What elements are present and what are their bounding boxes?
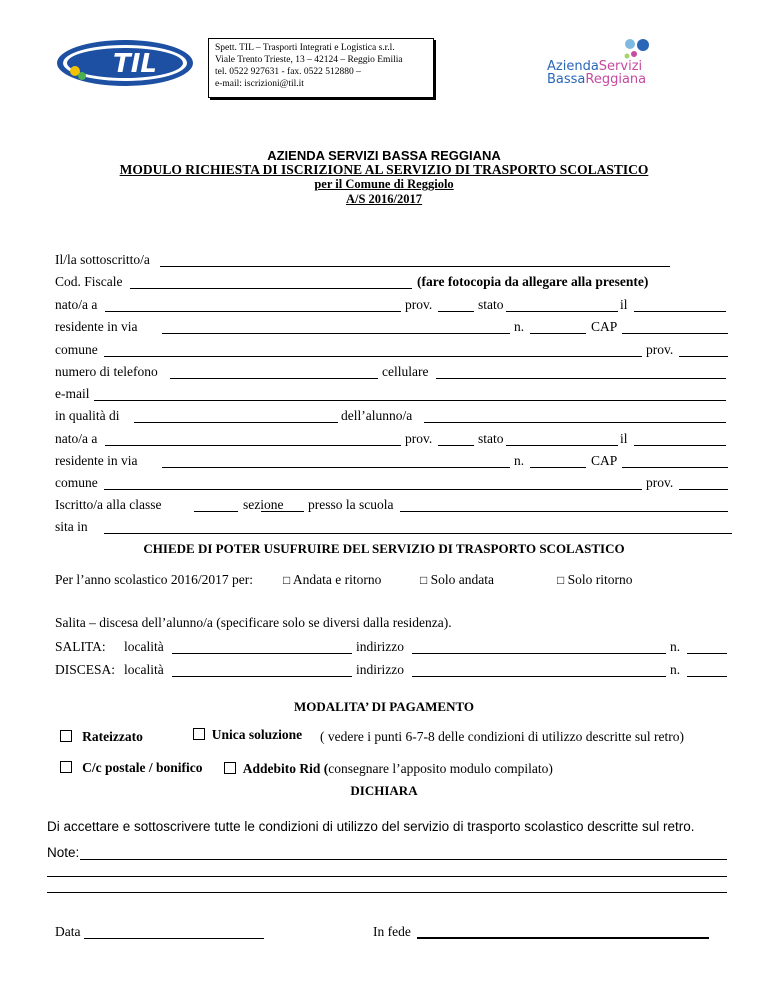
cellulare-field[interactable] [436,378,726,379]
option-label: Rateizzato [82,729,143,744]
data-field[interactable] [84,938,264,939]
label-prov: prov. [646,475,674,490]
rid-note-open: ( [323,761,329,776]
label-prov: prov. [405,297,433,312]
label-cap: CAP [591,453,618,468]
discesa-civico-field[interactable] [687,676,727,677]
nato-a-field[interactable] [105,445,401,446]
sender-line: Viale Trento Trieste, 13 – 42124 – Reggio Emilia [215,55,403,65]
chiede-heading: CHIEDE DI POTER USUFRUIRE DEL SERVIZIO DI TRASPORTO SCOLASTICO [143,541,625,556]
label-telefono: numero di telefono [55,364,158,379]
cap-field[interactable] [622,467,728,468]
svg-text:AziendaServizi: AziendaServizi [547,59,643,74]
sottoscritto-field[interactable] [160,266,670,267]
via-field[interactable] [162,333,510,334]
stato-field[interactable] [506,311,618,312]
rid-note: consegnare l’apposito modulo compilato) [328,761,553,776]
dichiara-text: Di accettare e sottoscrivere tutte le condizioni di utilizzo del servizio di trasporto scolastico descritte sul retro. [47,819,695,834]
label-fede: In fede [373,924,411,939]
svg-text:TIL: TIL [113,49,157,79]
option-unica[interactable] [193,727,302,743]
label-prov: prov. [646,342,674,357]
sezione-field[interactable] [261,511,304,512]
via-field[interactable] [162,467,510,468]
label-comune: comune [55,475,98,490]
label-sottoscritto: Il/la sottoscritto/a [55,252,150,267]
label-stato: stato [478,431,504,446]
option-rid[interactable] [224,761,553,777]
comune-title: per il Comune di Reggiolo [314,177,454,191]
prov-field[interactable] [679,356,728,357]
option-rateizzato[interactable] [60,729,143,745]
sita-field[interactable] [104,533,732,534]
label-n: n. [514,453,525,468]
checkbox-icon [60,730,72,742]
label-prov: prov. [405,431,433,446]
option-label: Andata e ritorno [292,572,382,587]
label-cod-fiscale: Cod. Fiscale [55,274,123,289]
salita-localita-field[interactable] [172,653,352,654]
signature-field[interactable] [417,937,709,939]
option-label: Addebito Rid [242,761,321,776]
label-localita: località [124,662,164,677]
sender-line: e-mail: iscrizioni@til.it [215,79,304,89]
option-label: C/c postale / bonifico [82,760,203,775]
prov-field[interactable] [679,489,728,490]
org-title: AZIENDA SERVIZI BASSA REGGIANA [267,148,501,163]
label-il: il [620,431,628,446]
date-field[interactable] [634,311,726,312]
label-data: Data [55,924,81,939]
classe-field[interactable] [194,511,238,512]
prov-field[interactable] [438,445,474,446]
label-n: n. [670,639,681,654]
checkbox-icon: □ [420,573,428,587]
label-il: il [620,297,628,312]
label-qualita: in qualità di [55,408,120,423]
stato-field[interactable] [506,445,618,446]
label-indirizzo: indirizzo [356,639,404,654]
sender-address-box [208,38,434,98]
label-salita: SALITA: [55,639,106,654]
email-field[interactable] [94,400,726,401]
nato-a-field[interactable] [105,311,401,312]
discesa-localita-field[interactable] [172,676,352,677]
prov-field[interactable] [438,311,474,312]
pagamento-note: ( vedere i punti 6-7-8 delle condizioni di utilizzo descritte sul retro) [320,729,685,744]
sender-line: tel. 0522 927631 - fax. 0522 512880 – [215,67,361,77]
label-nato-a: nato/a a [55,431,98,446]
sender-line: Spett. TIL – Trasporti Integrati e Logistica s.r.l. [215,43,395,53]
option-label: Solo ritorno [567,572,633,587]
cod-fiscale-note: (fare fotocopia da allegare alla presente) [417,274,649,289]
year-title: A/S 2016/2017 [345,192,423,206]
per-anno-label: Per l’anno scolastico 2016/2017 per: [55,572,253,587]
salita-intro: Salita – discesa dell’alunno/a (specificare solo se diversi dalla residenza). [55,615,452,630]
date-field[interactable] [634,445,726,446]
salita-civico-field[interactable] [687,653,727,654]
checkbox-icon [60,761,72,773]
label-residente: residente in via [55,453,138,468]
label-email: e-mail [55,386,90,401]
scuola-field[interactable] [400,511,728,512]
label-indirizzo: indirizzo [356,662,404,677]
option-solo-ritorno[interactable] [557,572,633,588]
label-comune: comune [55,342,98,357]
label-n: n. [670,662,681,677]
note-label: Note: [47,845,80,860]
label-stato: stato [478,297,504,312]
label-alunno: dell’alunno/a [341,408,413,423]
label-residente: residente in via [55,319,138,334]
label-nato-a: nato/a a [55,297,98,312]
discesa-indirizzo-field[interactable] [412,676,666,677]
option-solo-andata[interactable] [420,572,494,588]
asbr-logo [545,36,665,86]
label-sezione: sezione [243,497,284,512]
til-logo [55,38,195,88]
civico-field[interactable] [530,333,586,334]
qualita-field[interactable] [134,422,338,423]
comune-field[interactable] [104,489,642,490]
checkbox-icon: □ [283,573,291,587]
cod-fiscale-field[interactable] [130,288,412,289]
label-localita: località [124,639,164,654]
label-scuola: presso la scuola [308,497,394,512]
note-line-2[interactable] [47,876,727,877]
alunno-field[interactable] [424,422,726,423]
dichiara-heading: DICHIARA [350,783,418,798]
label-n: n. [514,319,525,334]
label-discesa: DISCESA: [55,662,116,677]
label-cellulare: cellulare [382,364,429,379]
option-label: Solo andata [430,572,494,587]
checkbox-icon [224,762,236,774]
salita-indirizzo-field[interactable] [412,653,666,654]
option-andata-ritorno[interactable] [283,572,381,588]
checkbox-icon: □ [557,573,565,587]
form-title: MODULO RICHIESTA DI ISCRIZIONE AL SERVIZIO DI TRASPORTO SCOLASTICO [119,162,649,177]
label-iscritto: Iscritto/a alla classe [55,497,162,512]
label-cap: CAP [591,319,618,334]
checkbox-icon [193,728,205,740]
note-line-1[interactable] [80,859,727,860]
pagamento-heading: MODALITA’ DI PAGAMENTO [293,699,475,714]
svg-text:BassaReggiana: BassaReggiana [547,72,647,86]
label-sita: sita in [55,519,88,534]
civico-field[interactable] [530,467,586,468]
option-postale[interactable] [60,760,203,776]
telefono-field[interactable] [170,378,378,379]
comune-field[interactable] [104,356,642,357]
cap-field[interactable] [622,333,728,334]
option-label: Unica soluzione [211,727,303,742]
note-line-3[interactable] [47,892,727,893]
